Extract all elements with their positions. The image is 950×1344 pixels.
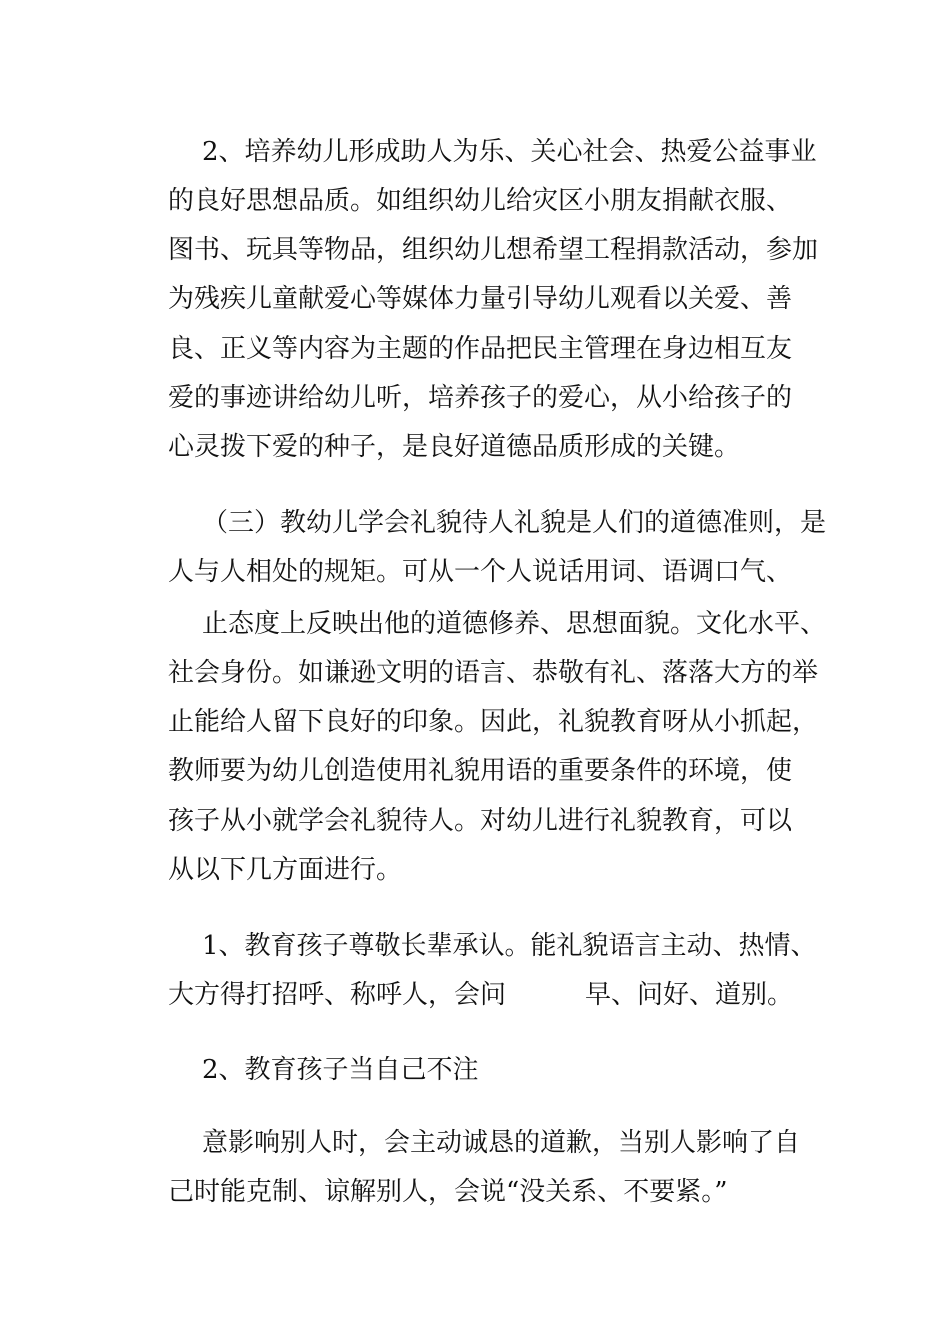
- text-line: 1、教育孩子尊敬长辈承认。能礼貌语言主动、热情、: [202, 931, 817, 961]
- text-line: 爱的事迹讲给幼儿听，培养孩子的爱心，从小给孩子的: [168, 383, 793, 413]
- text-line: 教师要为幼儿创造使用礼貌用语的重要条件的环境，使: [168, 756, 793, 786]
- text-line: 为残疾儿童献爱心等媒体力量引导幼儿观看以关爱、善: [168, 284, 793, 314]
- text-line: 己时能克制、谅解别人，会说“没关系、不要紧。”: [168, 1177, 728, 1207]
- text-line: 人与人相处的规矩。可从一个人说话用词、语调口气、: [168, 557, 793, 587]
- text-line: 从以下几方面进行。: [168, 855, 403, 885]
- text-line: 止能给人留下良好的印象。因此，礼貌教育呀从小抓起，: [168, 707, 819, 737]
- text-line: 社会身份。如谦逊文明的语言、恭敬有礼、落落大方的举: [168, 658, 819, 688]
- text-line: 的良好思想品质。如组织幼儿给灾区小朋友捐献衣服、: [168, 186, 793, 216]
- text-line: 止态度上反映出他的道德修养、思想面貌。文化水平、: [202, 609, 827, 639]
- text-line: 早、问好、道别。: [585, 980, 794, 1010]
- text-line: 孩子从小就学会礼貌待人。对幼儿进行礼貌教育，可以: [168, 806, 793, 836]
- text-line: 意影响别人时，会主动诚恳的道歉，当别人影响了自: [202, 1128, 801, 1158]
- text-line: 2、培养幼儿形成助人为乐、关心社会、热爱公益事业: [202, 137, 817, 167]
- text-line: 大方得打招呼、称呼人，会问: [168, 980, 507, 1010]
- text-line: 图书、玩具等物品，组织幼儿想希望工程捐款活动，参加: [168, 235, 819, 265]
- text-line: 2、教育孩子当自己不注: [202, 1055, 479, 1085]
- text-line: （三）教幼儿学会礼貌待人礼貌是人们的道德准则，是: [202, 508, 827, 538]
- text-line: 良、正义等内容为主题的作品把民主管理在身边相互友: [168, 334, 793, 364]
- text-line: 心灵拨下爱的种子，是良好道德品质形成的关键。: [168, 432, 741, 462]
